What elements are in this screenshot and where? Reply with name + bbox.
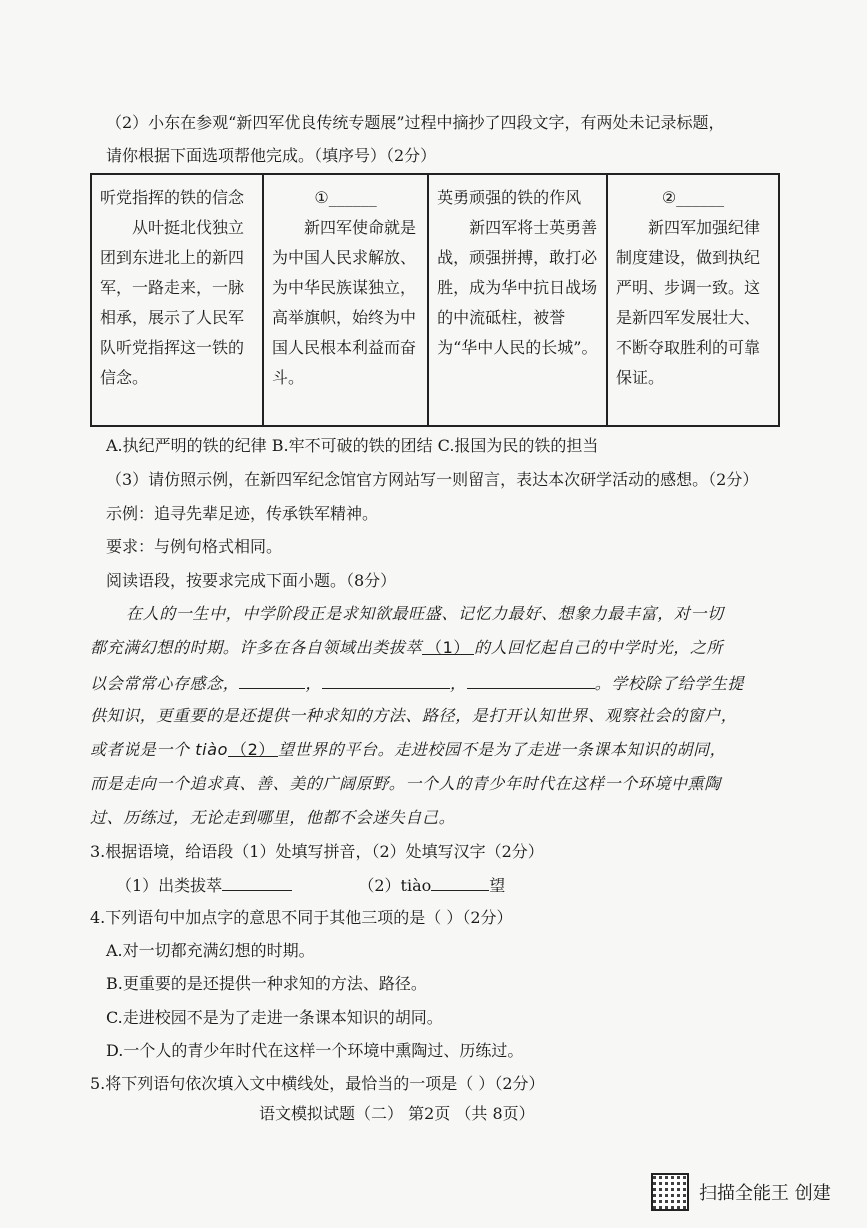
blank-b — [322, 672, 450, 689]
card-3-title: 英勇顽强的铁的作风 — [437, 188, 582, 207]
card-4 — [607, 174, 779, 426]
hanzi-answer-field — [431, 874, 489, 891]
blank-a — [239, 672, 305, 689]
q2-line1: （2）小东在参观“新四军优良传统专题展”过程中摘抄了四段文字，有两处未记录标题， — [106, 113, 725, 132]
passage-line-4: 供知识，更重要的是还提供一种求知的方法、路径，是打开认知世界、观察社会的窗户， — [90, 706, 738, 725]
scanner-watermark — [651, 1173, 831, 1211]
blank-1: （1） — [422, 638, 474, 655]
card-2-body: 新四军使命就是为中国人民求解放、为中华民族谋独立，高举旗帜，始终为中国人民根本利益而奋斗。 — [272, 218, 417, 387]
scanner-label: 扫描全能王 创建 — [699, 1183, 831, 1204]
qr-code-icon — [651, 1173, 689, 1211]
blank-2: （2） — [228, 740, 278, 757]
card-4-body: 新四军加强纪律制度建设，做到执纪严明、步调一致。这是新四军发展壮大、不断夺取胜利的可靠保证。 — [615, 218, 760, 387]
q5-stem: 5.将下列语句依次填入文中横线处，最恰当的一项是（ ）（2分） — [90, 1074, 545, 1093]
reading-intro: 阅读语段，按要求完成下面小题。（8分） — [106, 571, 397, 590]
card-1-body: 从叶挺北伐独立团到东进北上的新四军，一路走来，一脉相承，展示了人民军队听党指挥这一铁的信念。 — [100, 218, 245, 387]
q4-stem: 4.下列语句中加点字的意思不同于其他三项的是（ ）（2分） — [90, 908, 513, 927]
passage-line-3: 以会常常心存感念， ， ， 。学校除了给学生提 — [90, 674, 745, 693]
pinyin-answer-field — [222, 874, 292, 891]
q3-stem: （3）请仿照示例，在新四军纪念馆官方网站写一则留言，表达本次研学活动的感想。（2分） — [106, 470, 759, 489]
card-2-title: ①______ — [314, 188, 377, 207]
q3-requirement: 要求：与例句格式相同。 — [106, 537, 283, 556]
passage-line-2: 都充满幻想的时期。许多在各自领域出类拔萃 （1） 的人回忆起自己的中学时光，之所 — [90, 638, 724, 657]
passage-line-1: 在人的一生中，中学阶段正是求知欲最旺盛、记忆力最好、想象力最丰富，对一切 — [126, 604, 724, 623]
q3-example: 示例：追寻先辈足迹，传承铁军精神。 — [106, 504, 379, 523]
card-2 — [263, 174, 428, 426]
q3b-stem: 3.根据语境，给语段（1）处填写拼音，（2）处填写汉字（2分） — [90, 842, 544, 861]
q4-option-c: C.走进校园不是为了走进一条课本知识的胡同。 — [106, 1008, 443, 1027]
card-1-title: 听党指挥的铁的信念 — [100, 188, 245, 207]
q2-line2: 请你根据下面选项帮他完成。（填序号）（2分） — [106, 146, 437, 165]
passage-line-5: 或者说是一个 tiào （2） 望世界的平台。走进校园不是为了走进一条课本知识的胡同， — [90, 740, 727, 759]
q4-option-d: D.一个人的青少年时代在这样一个环境中熏陶过、历练过。 — [106, 1041, 524, 1060]
page-footer: 语文模拟试题（二） 第2页 （共 8页） — [259, 1104, 535, 1123]
card-1 — [91, 174, 263, 426]
blank-c — [467, 672, 595, 689]
quote-table — [90, 173, 780, 427]
card-3-body: 新四军将士英勇善战，顽强拼搏，敢打必胜，成为华中抗日战场的中流砥柱，被誉为“华中人民的长城”。 — [437, 218, 598, 357]
card-4-title: ②______ — [661, 188, 725, 207]
q3b-answers: （1）出类拔萃 （2）tiào 望 — [116, 876, 506, 895]
q4-option-b: B.更重要的是还提供一种求知的方法、路径。 — [106, 974, 427, 993]
card-3 — [428, 174, 607, 426]
passage-line-7: 过、历练过，无论走到哪里，他都不会迷失自己。 — [90, 808, 456, 827]
q2-options: A.执纪严明的铁的纪律 B.牢不可破的铁的团结 C.报国为民的铁的担当 — [106, 436, 599, 455]
passage-line-6: 而是走向一个追求真、善、美的广阔原野。一个人的青少年时代在这样一个环境中熏陶 — [90, 774, 721, 793]
q4-option-a: A.对一切都充满幻想的时期。 — [106, 941, 315, 960]
